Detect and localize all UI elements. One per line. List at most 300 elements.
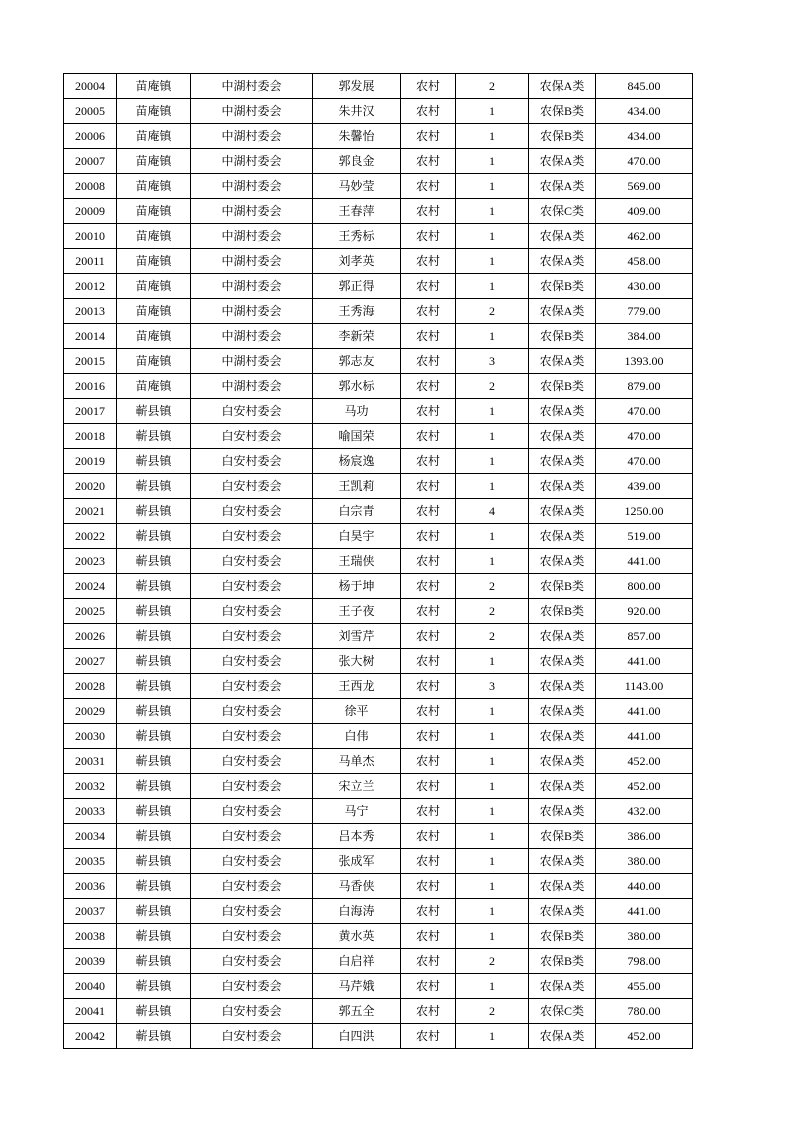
cell-count: 1 — [456, 799, 529, 824]
cell-name: 杨宸逸 — [313, 449, 401, 474]
table-row — [64, 849, 693, 874]
table-row — [64, 649, 693, 674]
cell-id: 20009 — [64, 199, 117, 224]
table-row — [64, 74, 693, 99]
cell-id: 20034 — [64, 824, 117, 849]
cell-type: 农村 — [401, 199, 456, 224]
cell-amount: 384.00 — [596, 324, 693, 349]
cell-category: 农保A类 — [529, 249, 596, 274]
cell-amount: 470.00 — [596, 449, 693, 474]
cell-town: 蕲县镇 — [117, 724, 191, 749]
cell-count: 1 — [456, 399, 529, 424]
cell-id: 20031 — [64, 749, 117, 774]
cell-id: 20019 — [64, 449, 117, 474]
table-row — [64, 349, 693, 374]
cell-town: 蕲县镇 — [117, 899, 191, 924]
cell-name: 马妙莹 — [313, 174, 401, 199]
cell-id: 20035 — [64, 849, 117, 874]
cell-village: 中湖村委会 — [191, 74, 313, 99]
cell-type: 农村 — [401, 124, 456, 149]
cell-amount: 1393.00 — [596, 349, 693, 374]
cell-category: 农保A类 — [529, 299, 596, 324]
cell-category: 农保A类 — [529, 424, 596, 449]
cell-amount: 462.00 — [596, 224, 693, 249]
cell-name: 郭五全 — [313, 999, 401, 1024]
table-row — [64, 574, 693, 599]
cell-town: 蕲县镇 — [117, 974, 191, 999]
table-row — [64, 424, 693, 449]
cell-name: 王瑞侠 — [313, 549, 401, 574]
cell-category: 农保A类 — [529, 774, 596, 799]
table-row — [64, 99, 693, 124]
cell-count: 1 — [456, 324, 529, 349]
cell-id: 20022 — [64, 524, 117, 549]
cell-category: 农保A类 — [529, 499, 596, 524]
cell-amount: 458.00 — [596, 249, 693, 274]
cell-village: 中湖村委会 — [191, 199, 313, 224]
cell-amount: 470.00 — [596, 399, 693, 424]
cell-name: 张大树 — [313, 649, 401, 674]
cell-town: 蕲县镇 — [117, 999, 191, 1024]
cell-village: 白安村委会 — [191, 949, 313, 974]
cell-count: 1 — [456, 524, 529, 549]
cell-town: 苗庵镇 — [117, 374, 191, 399]
cell-village: 白安村委会 — [191, 624, 313, 649]
cell-town: 蕲县镇 — [117, 449, 191, 474]
table-row — [64, 949, 693, 974]
cell-id: 20013 — [64, 299, 117, 324]
table-row — [64, 249, 693, 274]
cell-count: 1 — [456, 899, 529, 924]
cell-amount: 409.00 — [596, 199, 693, 224]
cell-name: 白伟 — [313, 724, 401, 749]
cell-category: 农保A类 — [529, 174, 596, 199]
cell-village: 白安村委会 — [191, 399, 313, 424]
cell-town: 蕲县镇 — [117, 549, 191, 574]
cell-id: 20027 — [64, 649, 117, 674]
cell-category: 农保A类 — [529, 674, 596, 699]
cell-id: 20010 — [64, 224, 117, 249]
cell-amount: 440.00 — [596, 874, 693, 899]
cell-category: 农保B类 — [529, 374, 596, 399]
cell-category: 农保A类 — [529, 849, 596, 874]
cell-category: 农保A类 — [529, 474, 596, 499]
cell-type: 农村 — [401, 474, 456, 499]
cell-name: 郭志友 — [313, 349, 401, 374]
cell-name: 王西龙 — [313, 674, 401, 699]
cell-id: 20007 — [64, 149, 117, 174]
cell-village: 中湖村委会 — [191, 299, 313, 324]
table-row — [64, 124, 693, 149]
cell-town: 蕲县镇 — [117, 949, 191, 974]
cell-category: 农保B类 — [529, 949, 596, 974]
cell-type: 农村 — [401, 174, 456, 199]
cell-type: 农村 — [401, 399, 456, 424]
cell-id: 20020 — [64, 474, 117, 499]
cell-village: 白安村委会 — [191, 449, 313, 474]
cell-category: 农保A类 — [529, 974, 596, 999]
cell-category: 农保A类 — [529, 649, 596, 674]
table-row — [64, 374, 693, 399]
cell-name: 王凯莉 — [313, 474, 401, 499]
table-body — [64, 74, 693, 1049]
cell-type: 农村 — [401, 799, 456, 824]
cell-id: 20024 — [64, 574, 117, 599]
table-row — [64, 749, 693, 774]
cell-amount: 798.00 — [596, 949, 693, 974]
cell-amount: 779.00 — [596, 299, 693, 324]
cell-count: 4 — [456, 499, 529, 524]
cell-name: 郭正得 — [313, 274, 401, 299]
cell-town: 蕲县镇 — [117, 624, 191, 649]
cell-village: 中湖村委会 — [191, 224, 313, 249]
cell-town: 苗庵镇 — [117, 299, 191, 324]
cell-category: 农保B类 — [529, 324, 596, 349]
cell-id: 20038 — [64, 924, 117, 949]
benefits-table — [63, 73, 693, 1049]
cell-category: 农保C类 — [529, 999, 596, 1024]
cell-village: 白安村委会 — [191, 699, 313, 724]
cell-count: 1 — [456, 174, 529, 199]
cell-type: 农村 — [401, 249, 456, 274]
cell-amount: 452.00 — [596, 749, 693, 774]
cell-id: 20015 — [64, 349, 117, 374]
cell-town: 苗庵镇 — [117, 324, 191, 349]
table-row — [64, 1024, 693, 1049]
cell-village: 白安村委会 — [191, 1024, 313, 1049]
table-row — [64, 699, 693, 724]
cell-amount: 780.00 — [596, 999, 693, 1024]
cell-town: 蕲县镇 — [117, 924, 191, 949]
cell-type: 农村 — [401, 149, 456, 174]
cell-amount: 441.00 — [596, 699, 693, 724]
table-row — [64, 274, 693, 299]
cell-town: 蕲县镇 — [117, 824, 191, 849]
cell-town: 蕲县镇 — [117, 674, 191, 699]
cell-id: 20016 — [64, 374, 117, 399]
cell-village: 白安村委会 — [191, 499, 313, 524]
cell-count: 1 — [456, 1024, 529, 1049]
table-row — [64, 549, 693, 574]
cell-village: 白安村委会 — [191, 774, 313, 799]
cell-type: 农村 — [401, 274, 456, 299]
cell-name: 刘孝英 — [313, 249, 401, 274]
cell-category: 农保A类 — [529, 699, 596, 724]
cell-count: 1 — [456, 924, 529, 949]
cell-id: 20023 — [64, 549, 117, 574]
cell-town: 蕲县镇 — [117, 699, 191, 724]
table-row — [64, 324, 693, 349]
cell-town: 蕲县镇 — [117, 524, 191, 549]
table-row — [64, 499, 693, 524]
cell-type: 农村 — [401, 599, 456, 624]
cell-id: 20018 — [64, 424, 117, 449]
cell-village: 中湖村委会 — [191, 249, 313, 274]
table-row — [64, 724, 693, 749]
cell-count: 1 — [456, 474, 529, 499]
cell-name: 郭水标 — [313, 374, 401, 399]
cell-town: 蕲县镇 — [117, 874, 191, 899]
cell-amount: 470.00 — [596, 149, 693, 174]
cell-name: 王秀标 — [313, 224, 401, 249]
cell-type: 农村 — [401, 1024, 456, 1049]
table-row — [64, 449, 693, 474]
cell-id: 20036 — [64, 874, 117, 899]
cell-category: 农保A类 — [529, 1024, 596, 1049]
table-row — [64, 524, 693, 549]
cell-village: 白安村委会 — [191, 574, 313, 599]
cell-town: 蕲县镇 — [117, 649, 191, 674]
table-row — [64, 799, 693, 824]
cell-count: 1 — [456, 874, 529, 899]
cell-village: 白安村委会 — [191, 824, 313, 849]
cell-name: 徐平 — [313, 699, 401, 724]
cell-name: 张成军 — [313, 849, 401, 874]
cell-type: 农村 — [401, 999, 456, 1024]
cell-amount: 1250.00 — [596, 499, 693, 524]
cell-village: 白安村委会 — [191, 724, 313, 749]
cell-name: 郭发展 — [313, 74, 401, 99]
cell-category: 农保A类 — [529, 524, 596, 549]
cell-village: 白安村委会 — [191, 849, 313, 874]
cell-category: 农保A类 — [529, 449, 596, 474]
cell-village: 中湖村委会 — [191, 174, 313, 199]
table-row — [64, 624, 693, 649]
cell-amount: 430.00 — [596, 274, 693, 299]
cell-village: 中湖村委会 — [191, 324, 313, 349]
cell-id: 20030 — [64, 724, 117, 749]
cell-amount: 380.00 — [596, 924, 693, 949]
table-row — [64, 774, 693, 799]
cell-category: 农保A类 — [529, 799, 596, 824]
cell-category: 农保A类 — [529, 874, 596, 899]
cell-amount: 380.00 — [596, 849, 693, 874]
cell-name: 马宁 — [313, 799, 401, 824]
cell-count: 2 — [456, 299, 529, 324]
cell-id: 20042 — [64, 1024, 117, 1049]
cell-amount: 432.00 — [596, 799, 693, 824]
cell-category: 农保A类 — [529, 899, 596, 924]
cell-count: 1 — [456, 774, 529, 799]
cell-category: 农保C类 — [529, 199, 596, 224]
cell-category: 农保A类 — [529, 624, 596, 649]
cell-name: 朱井汉 — [313, 99, 401, 124]
cell-category: 农保B类 — [529, 824, 596, 849]
cell-town: 蕲县镇 — [117, 749, 191, 774]
cell-type: 农村 — [401, 424, 456, 449]
cell-type: 农村 — [401, 499, 456, 524]
cell-id: 20005 — [64, 99, 117, 124]
cell-count: 1 — [456, 149, 529, 174]
cell-name: 白海涛 — [313, 899, 401, 924]
cell-type: 农村 — [401, 349, 456, 374]
cell-type: 农村 — [401, 299, 456, 324]
cell-town: 蕲县镇 — [117, 1024, 191, 1049]
cell-count: 1 — [456, 699, 529, 724]
cell-type: 农村 — [401, 949, 456, 974]
cell-town: 苗庵镇 — [117, 199, 191, 224]
cell-amount: 857.00 — [596, 624, 693, 649]
cell-name: 马功 — [313, 399, 401, 424]
table-row — [64, 599, 693, 624]
cell-amount: 441.00 — [596, 549, 693, 574]
cell-id: 20040 — [64, 974, 117, 999]
cell-village: 白安村委会 — [191, 874, 313, 899]
cell-count: 1 — [456, 424, 529, 449]
cell-count: 3 — [456, 349, 529, 374]
cell-village: 白安村委会 — [191, 999, 313, 1024]
cell-type: 农村 — [401, 774, 456, 799]
cell-name: 黄水英 — [313, 924, 401, 949]
cell-town: 苗庵镇 — [117, 349, 191, 374]
cell-count: 1 — [456, 849, 529, 874]
table-row — [64, 899, 693, 924]
cell-category: 农保A类 — [529, 549, 596, 574]
cell-category: 农保A类 — [529, 224, 596, 249]
cell-amount: 439.00 — [596, 474, 693, 499]
cell-id: 20025 — [64, 599, 117, 624]
cell-count: 1 — [456, 449, 529, 474]
cell-village: 白安村委会 — [191, 524, 313, 549]
cell-town: 苗庵镇 — [117, 249, 191, 274]
cell-village: 白安村委会 — [191, 799, 313, 824]
cell-count: 1 — [456, 749, 529, 774]
cell-amount: 920.00 — [596, 599, 693, 624]
cell-name: 朱馨怡 — [313, 124, 401, 149]
cell-town: 蕲县镇 — [117, 574, 191, 599]
cell-village: 白安村委会 — [191, 899, 313, 924]
cell-id: 20012 — [64, 274, 117, 299]
cell-type: 农村 — [401, 524, 456, 549]
cell-town: 蕲县镇 — [117, 474, 191, 499]
cell-type: 农村 — [401, 374, 456, 399]
cell-type: 农村 — [401, 574, 456, 599]
cell-town: 苗庵镇 — [117, 174, 191, 199]
cell-category: 农保A类 — [529, 349, 596, 374]
cell-type: 农村 — [401, 974, 456, 999]
cell-name: 白启祥 — [313, 949, 401, 974]
table-row — [64, 999, 693, 1024]
table-row — [64, 299, 693, 324]
cell-category: 农保A类 — [529, 149, 596, 174]
cell-type: 农村 — [401, 674, 456, 699]
cell-count: 1 — [456, 224, 529, 249]
cell-town: 苗庵镇 — [117, 74, 191, 99]
cell-village: 白安村委会 — [191, 474, 313, 499]
cell-town: 苗庵镇 — [117, 124, 191, 149]
cell-id: 20028 — [64, 674, 117, 699]
table-row — [64, 974, 693, 999]
cell-amount: 441.00 — [596, 649, 693, 674]
table-row — [64, 874, 693, 899]
cell-id: 20006 — [64, 124, 117, 149]
cell-amount: 386.00 — [596, 824, 693, 849]
cell-count: 1 — [456, 824, 529, 849]
table-row — [64, 199, 693, 224]
cell-amount: 519.00 — [596, 524, 693, 549]
cell-village: 白安村委会 — [191, 924, 313, 949]
cell-type: 农村 — [401, 874, 456, 899]
cell-count: 1 — [456, 99, 529, 124]
table-row — [64, 224, 693, 249]
cell-type: 农村 — [401, 549, 456, 574]
cell-name: 白四洪 — [313, 1024, 401, 1049]
cell-id: 20033 — [64, 799, 117, 824]
cell-town: 蕲县镇 — [117, 774, 191, 799]
cell-town: 蕲县镇 — [117, 424, 191, 449]
cell-category: 农保B类 — [529, 274, 596, 299]
cell-name: 杨于坤 — [313, 574, 401, 599]
cell-name: 王秀海 — [313, 299, 401, 324]
cell-village: 中湖村委会 — [191, 99, 313, 124]
table-row — [64, 674, 693, 699]
cell-id: 20032 — [64, 774, 117, 799]
cell-count: 1 — [456, 274, 529, 299]
cell-town: 蕲县镇 — [117, 849, 191, 874]
cell-town: 蕲县镇 — [117, 799, 191, 824]
cell-count: 1 — [456, 249, 529, 274]
cell-village: 白安村委会 — [191, 674, 313, 699]
cell-name: 白昊宇 — [313, 524, 401, 549]
cell-town: 蕲县镇 — [117, 499, 191, 524]
cell-count: 2 — [456, 999, 529, 1024]
cell-town: 苗庵镇 — [117, 149, 191, 174]
cell-village: 白安村委会 — [191, 549, 313, 574]
cell-type: 农村 — [401, 449, 456, 474]
cell-name: 宋立兰 — [313, 774, 401, 799]
cell-amount: 434.00 — [596, 99, 693, 124]
cell-type: 农村 — [401, 224, 456, 249]
cell-amount: 452.00 — [596, 774, 693, 799]
cell-count: 1 — [456, 124, 529, 149]
table-row — [64, 399, 693, 424]
cell-count: 2 — [456, 74, 529, 99]
cell-town: 苗庵镇 — [117, 274, 191, 299]
cell-id: 20011 — [64, 249, 117, 274]
cell-town: 苗庵镇 — [117, 224, 191, 249]
cell-count: 1 — [456, 974, 529, 999]
cell-id: 20041 — [64, 999, 117, 1024]
cell-category: 农保A类 — [529, 399, 596, 424]
cell-amount: 800.00 — [596, 574, 693, 599]
cell-name: 马单杰 — [313, 749, 401, 774]
cell-village: 白安村委会 — [191, 974, 313, 999]
cell-type: 农村 — [401, 699, 456, 724]
cell-type: 农村 — [401, 324, 456, 349]
cell-village: 白安村委会 — [191, 424, 313, 449]
cell-name: 喻国荣 — [313, 424, 401, 449]
cell-name: 刘雪芹 — [313, 624, 401, 649]
cell-name: 李新荣 — [313, 324, 401, 349]
cell-name: 白宗青 — [313, 499, 401, 524]
cell-category: 农保B类 — [529, 124, 596, 149]
cell-name: 吕本秀 — [313, 824, 401, 849]
cell-category: 农保B类 — [529, 599, 596, 624]
cell-type: 农村 — [401, 624, 456, 649]
cell-id: 20026 — [64, 624, 117, 649]
cell-id: 20008 — [64, 174, 117, 199]
cell-amount: 434.00 — [596, 124, 693, 149]
cell-amount: 569.00 — [596, 174, 693, 199]
cell-name: 王春萍 — [313, 199, 401, 224]
cell-amount: 455.00 — [596, 974, 693, 999]
cell-category: 农保B类 — [529, 99, 596, 124]
cell-amount: 879.00 — [596, 374, 693, 399]
cell-count: 1 — [456, 724, 529, 749]
cell-amount: 470.00 — [596, 424, 693, 449]
cell-village: 中湖村委会 — [191, 349, 313, 374]
cell-type: 农村 — [401, 924, 456, 949]
